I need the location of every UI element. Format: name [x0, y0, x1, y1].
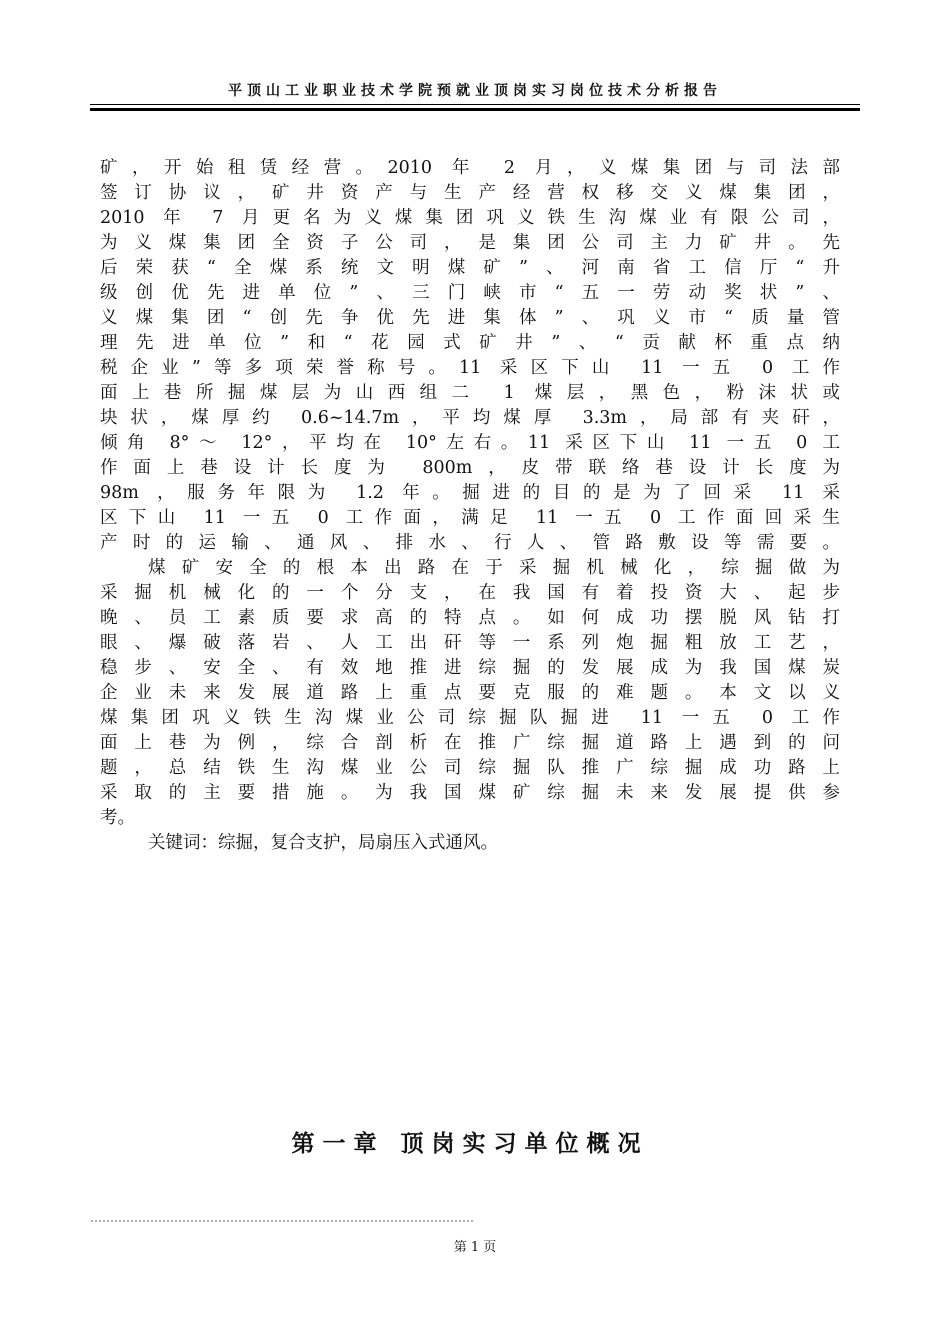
body-line: 煤矿安全的根本出路在于采掘机械化，综掘做为 — [148, 558, 840, 578]
body-line: 级创优先进单位”、三门峡市“五一劳动奖状”、 — [100, 283, 840, 303]
body-line: 企业未来发展道路上重点要克服的难题。本文以义 — [100, 683, 840, 703]
header-rule-thick — [90, 108, 860, 111]
body-line: 采掘机械化的一个分支，在我国有着投资大、起步 — [100, 583, 840, 603]
body-line: 题，总结铁生沟煤业公司综掘队推广综掘成功路上 — [100, 758, 840, 778]
body-line: 面上巷为例，综合剖析在推广综掘道路上遇到的问 — [100, 733, 840, 753]
body-line: 理先进单位”和“花园式矿井”、“贡献杯重点纳 — [100, 333, 840, 353]
body-line: 煤集团巩义铁生沟煤业公司综掘队掘进 11 一五 0 工作 — [100, 708, 840, 728]
body-line: 为义煤集团全资子公司，是集团公司主力矿井。先 — [100, 233, 840, 253]
body-line: 98m ，服务年限为 1.2 年。掘进的目的是为了回采 11 采 — [100, 483, 840, 503]
header-rule-thin — [90, 104, 860, 105]
body-line: 区下山 11 一五 0 工作面，满足 11 一五 0 工作面回采生 — [100, 508, 840, 528]
body-line: 块状，煤厚约 0.6~14.7m，平均煤厚 3.3m，局部有夹矸， — [100, 408, 840, 428]
body-line: 面上巷所掘煤层为山西组二 1 煤层，黑色，粉沫状或 — [100, 383, 840, 403]
body-line: 后荣获“全煤系统文明煤矿”、河南省工信厅“升 — [100, 258, 840, 278]
body-line: 签订协议，矿井资产与生产经营权移交义煤集团， — [100, 183, 840, 203]
running-header: 平顶山工业职业技术学院预就业顶岗实习岗位技术分析报告 — [228, 83, 722, 99]
body-line: 考。 — [100, 808, 135, 828]
body-line: 倾角 8°～ 12°，平均在 10°左右。11 采区下山 11 一五 0 工 — [100, 433, 840, 453]
body-text — [100, 156, 840, 856]
body-line: 作面上巷设计长度为 800m，皮带联络巷设计长度为 — [100, 458, 840, 478]
footer-rule — [90, 1219, 475, 1223]
page-number: 第 1 页 — [453, 1240, 497, 1255]
body-line: 产时的运输、通风、排水、行人、管路敷设等需要。 — [100, 533, 840, 553]
body-line: 税企业”等多项荣誉称号。11 采区下山 11 一五 0 工作 — [100, 358, 840, 378]
body-line: 2010 年 7 月更名为义煤集团巩义铁生沟煤业有限公司， — [100, 208, 840, 228]
body-line: 稳步、安全、有效地推进综掘的发展成为我国煤炭 — [100, 658, 840, 678]
keywords-line: 关键词：综掘，复合支护，局扇压入式通风。 — [148, 833, 498, 853]
body-line: 矿，开始租赁经营。2010 年 2 月，义煤集团与司法部 — [100, 158, 840, 178]
body-line: 眼、爆破落岩、人工出矸等一系列炮掘粗放工艺， — [100, 633, 840, 653]
chapter-title: 第一章 顶岗实习单位概况 — [291, 1131, 649, 1157]
body-line: 采取的主要措施。为我国煤矿综掘未来发展提供参 — [100, 783, 840, 803]
body-line: 义煤集团“创先争优先进集体”、巩义市“质量管 — [100, 308, 840, 328]
body-line: 晚、员工素质要求高的特点。如何成功摆脱风钻打 — [100, 608, 840, 628]
